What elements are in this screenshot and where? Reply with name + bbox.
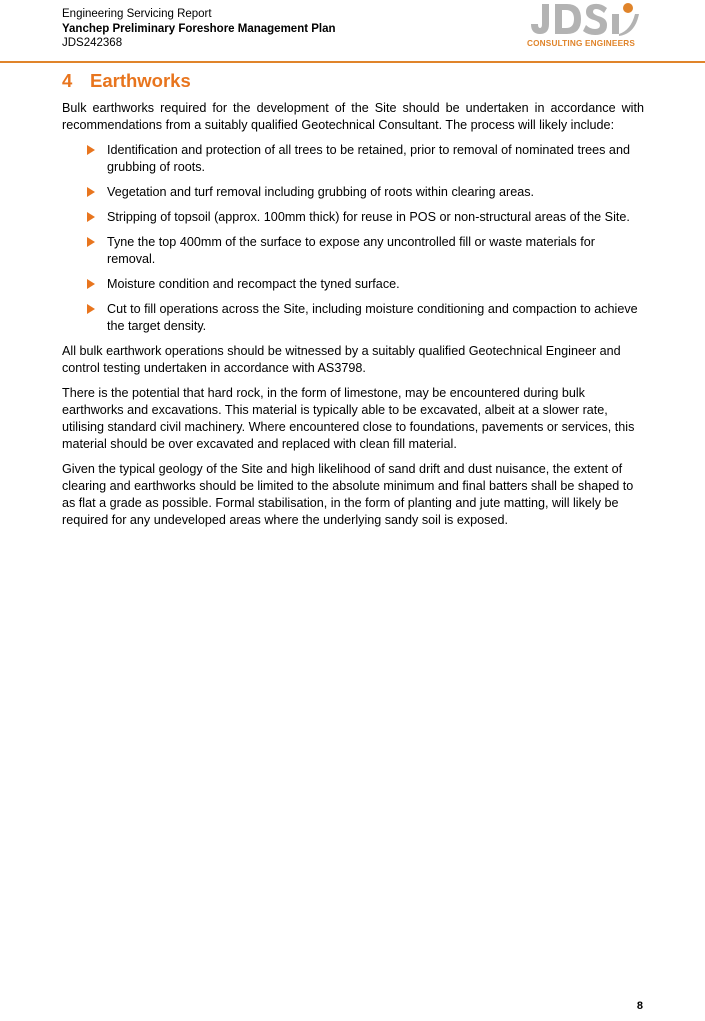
triangle-bullet-icon	[87, 304, 95, 314]
list-item-text: Moisture condition and recompact the tyned surface.	[107, 277, 400, 291]
intro-paragraph: Bulk earthworks required for the development of the Site should be undertaken in accordance with recommendations from a suitably qualified Geotechnical Consultant. The process will likely include:	[62, 101, 644, 132]
page-number: 8	[636, 1000, 643, 1012]
triangle-bullet-icon	[87, 237, 95, 247]
list-item	[62, 209, 644, 226]
section-title: Earthworks	[90, 70, 191, 91]
list-item-text: Vegetation and turf removal including grubbing of roots within clearing areas.	[107, 185, 535, 199]
list-item	[62, 276, 644, 293]
page-body	[62, 100, 644, 537]
report-type: Engineering Servicing Report	[62, 8, 212, 20]
list-item-text: Stripping of topsoil (approx. 100mm thick) for reuse in POS or non-structural areas of the Site.	[107, 210, 630, 224]
triangle-bullet-icon	[87, 145, 95, 155]
list-item-text: Identification and protection of all trees to be retained, prior to removal of nominated trees and grubbing of roots.	[107, 143, 630, 174]
triangle-bullet-icon	[87, 187, 95, 197]
list-item	[62, 142, 644, 176]
triangle-bullet-icon	[87, 279, 95, 289]
header-divider	[0, 61, 705, 63]
triangle-bullet-icon	[87, 212, 95, 222]
list-item	[62, 234, 644, 268]
project-title: Yanchep Preliminary Foreshore Management Plan	[62, 22, 336, 35]
list-item-text: Tyne the top 400mm of the surface to expose any uncontrolled fill or waste materials for removal.	[107, 235, 595, 266]
paragraph-hard-rock: There is the potential that hard rock, in the form of limestone, may be encountered during bulk earthworks and excavations. This material is typically able to be excavated, albeit at a slower rate, utilising standard civil machinery. Where encountered close to foundations, pavements or services, this material should be over excavated and replaced with clean fill material.	[62, 386, 635, 451]
jdsi-logo	[527, 0, 643, 52]
list-item	[62, 184, 644, 201]
section-heading	[62, 70, 191, 92]
paragraph-supervision: All bulk earthwork operations should be witnessed by a suitably qualified Geotechnical Engineer and control testing undertaken in accordance with AS3798.	[62, 344, 621, 375]
paragraph-stabilisation: Given the typical geology of the Site and high likelihood of sand drift and dust nuisance, the extent of clearing and earthworks should be limited to the absolute minimum and final batters shall be shaped to as flat a grade as possible. Formal stabilisation, in the form of planting and jute matting, will likely be required for any undeveloped areas where the underlying sandy soil is exposed.	[62, 462, 634, 527]
project-number: JDS242368	[62, 37, 123, 49]
section-number: 4	[62, 70, 73, 91]
list-item	[62, 301, 644, 335]
document-header	[62, 7, 336, 51]
jdsi-logo-mark	[527, 0, 643, 38]
earthworks-process-list	[62, 142, 644, 335]
logo-subtitle: CONSULTING ENGINEERS	[527, 39, 636, 48]
list-item-text: Cut to fill operations across the Site, including moisture conditioning and compaction to achieve the target density.	[107, 302, 638, 333]
